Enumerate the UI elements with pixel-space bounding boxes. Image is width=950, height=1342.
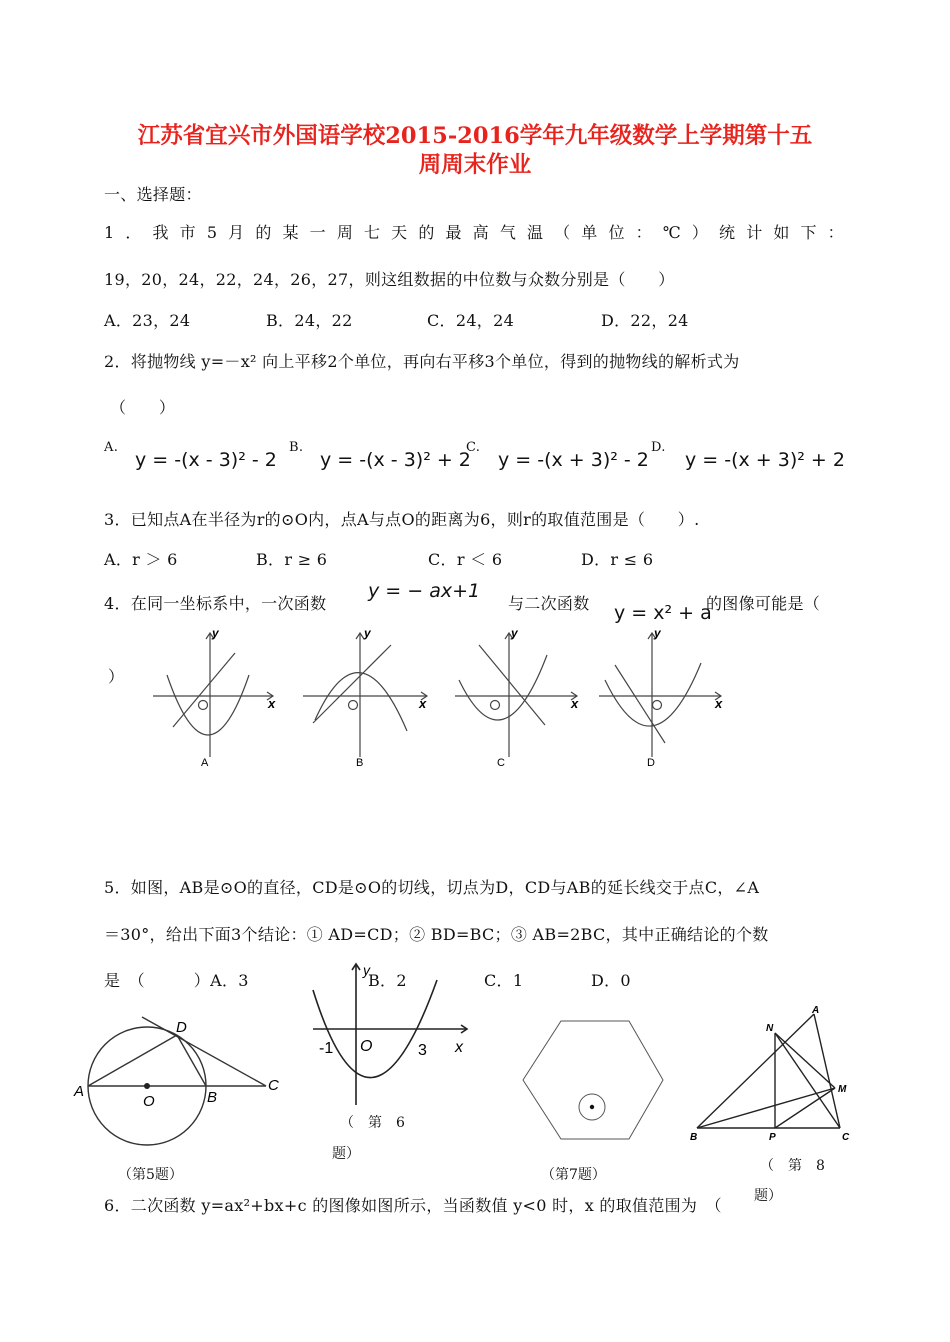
label-x-axis: x (455, 1039, 463, 1056)
q2-line1: 2．将抛物线 y=－x² 向上平移2个单位，再向右平移3个单位，得到的抛物线的解析式为 (104, 352, 740, 371)
q5-line3-d: D．0 (591, 971, 631, 990)
point-b-label: B (690, 1132, 698, 1143)
q2-formula-b: y = -(x - 3)² + 2 (320, 449, 471, 471)
document-title-line2: 周周末作业 (418, 152, 532, 178)
point-c-label: C (268, 1077, 279, 1094)
graph-a-y-label: y (212, 626, 219, 640)
label-y-axis: y (363, 962, 370, 978)
hexagon (523, 1021, 663, 1139)
q5-line3-a: 是 （ ）A．3 (104, 971, 249, 990)
graph-a-caption: A (201, 757, 209, 769)
q2-formula-d: y = -(x + 3)² + 2 (685, 449, 845, 471)
q2-label-c: C. (466, 440, 481, 455)
point-b-label: B (207, 1089, 218, 1106)
graph-b-y-label: y (364, 626, 371, 640)
q3-option-a: A．r ＞ 6 (104, 550, 178, 569)
point-p-label: P (769, 1132, 776, 1143)
q4-suffix: 的图像可能是（ (706, 594, 821, 613)
q3-option-b: B．r ≥ 6 (256, 550, 328, 569)
point-a-label: A (74, 1083, 85, 1100)
point-c-label: C (842, 1132, 850, 1143)
tangent-line (142, 1017, 266, 1086)
line-d (615, 665, 665, 743)
figure-6-caption-1: （ 第 6 (340, 1115, 405, 1131)
line-a (173, 653, 235, 727)
graph-c-y-label: y (511, 626, 518, 640)
q1-option-b: B．24，22 (266, 311, 353, 330)
parabola-c (459, 655, 547, 720)
q1-option-a: A．23，24 (104, 311, 191, 330)
figure-8-caption-1: （ 第 8 (760, 1158, 825, 1174)
q5-line2: ＝30°，给出下面3个结论：① AD=CD；② BD=BC；③ AB=2BC，其中正确结论的个数 (104, 925, 769, 944)
q3-option-d: D．r ≤ 6 (581, 550, 654, 569)
line-c (479, 645, 545, 725)
graph-d-y-label: y (654, 626, 661, 640)
center-dot (590, 1105, 594, 1109)
q6-line1: 6．二次函数 y=ax²+bx+c 的图像如图所示，当函数值 y<0 时，x 的取值范围为 （ (104, 1196, 722, 1215)
graph-d-x-label: x (715, 696, 723, 711)
q4-formula-quadratic: y = x² + a (614, 602, 712, 624)
q2-label-b: B. (289, 440, 304, 455)
graph-c (455, 633, 577, 757)
center-point (144, 1083, 150, 1089)
q2-label-a: A. (104, 440, 119, 455)
q2-label-d: D. (651, 440, 666, 455)
q4-close: ） (108, 667, 125, 686)
figure-7-caption: （第7题） (541, 1167, 606, 1183)
q3-option-c: C．r ＜ 6 (428, 550, 503, 569)
label-three: 3 (418, 1042, 427, 1059)
q5-line3-b: B．2 (368, 971, 407, 990)
graph-c-caption: C (497, 757, 505, 769)
q5-line1: 5．如图，AB是⊙O的直径，CD是⊙O的切线，切点为D，CD与AB的延长线交于点C，∠A (104, 878, 760, 897)
graph-b-caption: B (356, 757, 364, 769)
graph-a-origin: O (195, 700, 204, 712)
point-d-label: D (176, 1019, 187, 1036)
graph-c-x-label: x (571, 696, 579, 711)
document-title-line1: 江苏省宜兴市外国语学校2015-2016学年九年级数学上学期第十五 (137, 123, 813, 149)
q2-formula-c: y = -(x + 3)² - 2 (498, 449, 649, 471)
figure-7 (520, 1018, 670, 1148)
figure-6-caption-2: 题） (332, 1146, 360, 1162)
q1-option-d: D．22，24 (601, 311, 689, 330)
graph-a (153, 633, 273, 757)
parabola-b (315, 673, 407, 731)
graph-d-caption: D (647, 757, 655, 769)
q1-line1: 1．我市5月的某一周七天的最高气温（单位：℃）统计如下： (104, 223, 844, 242)
figure-5-caption: （第5题） (118, 1167, 183, 1183)
point-m-label: M (838, 1084, 847, 1095)
point-o-label: O (143, 1093, 155, 1110)
graph-d (599, 633, 721, 757)
q4-formula-linear: y = − ax+1 (368, 580, 481, 602)
label-minus-one: -1 (319, 1040, 334, 1057)
graph-b-x-label: x (419, 696, 427, 711)
graph-a-x-label: x (268, 696, 276, 711)
label-origin: O (360, 1038, 373, 1055)
graph-b (303, 633, 427, 757)
q3-line1: 3．已知点A在半径为r的⊙O内，点A与点O的距离为6，则r的取值范围是（ ）. (104, 510, 700, 529)
q2-formula-a: y = -(x - 3)² - 2 (135, 449, 277, 471)
point-a-label: A (812, 1005, 820, 1016)
q5-line3-c: C．1 (484, 971, 524, 990)
figure-6 (305, 960, 475, 1110)
point-n-label: N (766, 1023, 774, 1034)
figure-8-caption-2: 题） (754, 1188, 782, 1204)
q4-middle: 与二次函数 (508, 594, 590, 613)
q1-option-c: C．24，24 (427, 311, 515, 330)
q4-graphs (145, 625, 735, 770)
q4-prefix: 4．在同一坐标系中，一次函数 (104, 594, 327, 613)
figure-8 (690, 1000, 860, 1150)
section-heading: 一、选择题： (104, 185, 202, 204)
q2-line2: （ ） (110, 398, 176, 417)
q1-line2: 19，20，24，22，24，26，27，则这组数据的中位数与众数分别是（ ） (104, 270, 675, 289)
figure-5 (70, 1015, 290, 1155)
